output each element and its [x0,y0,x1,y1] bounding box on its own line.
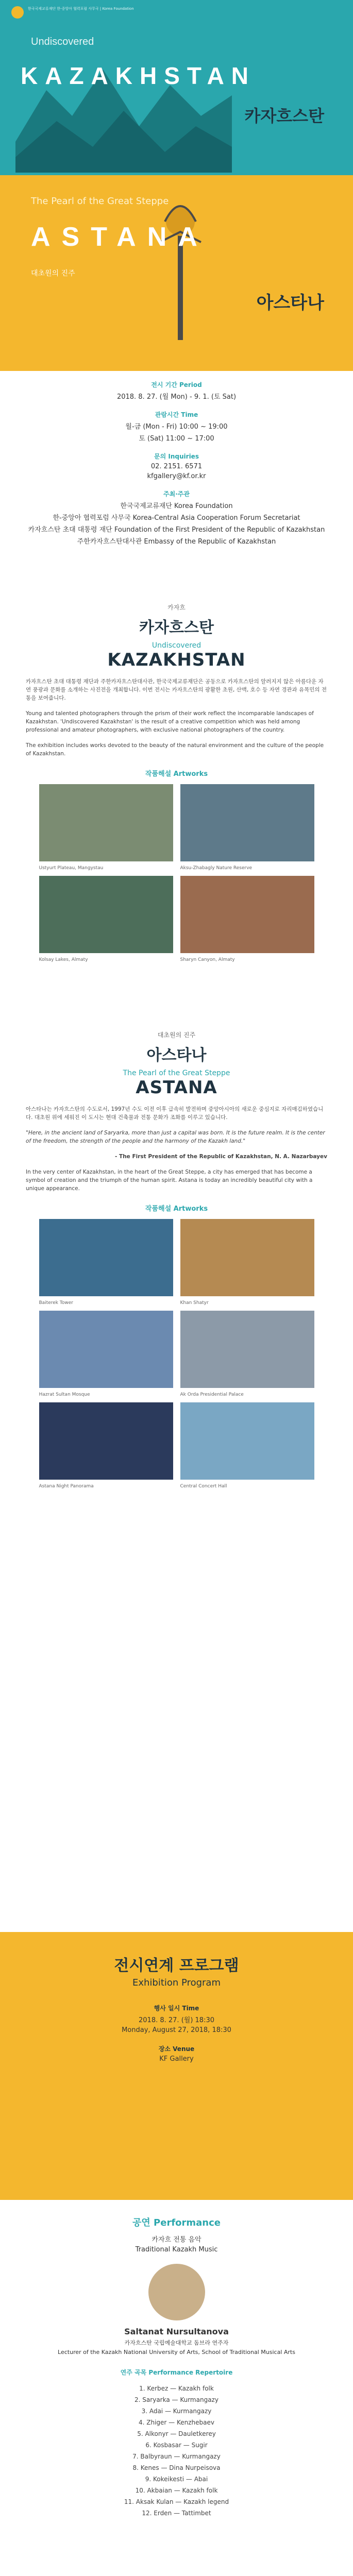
artwork-caption: Kolsay Lakes, Almaty [39,957,88,962]
program-date-value-2: Monday, August 27, 2018, 18:30 [122,2026,231,2034]
program-en-title: Exhibition Program [132,1977,221,1988]
astana-en-title: ASTANA [136,1077,217,1098]
hero-astana-kor: 아스타나 [256,293,324,313]
list-item: 6. Kosbasar — Sugir [145,2442,208,2449]
artwork-thumb[interactable] [180,784,314,871]
contact-block [0,452,353,480]
artwork-thumb[interactable] [180,876,314,962]
list-item: 10. Akbaian — Kazakh folk [135,2487,218,2494]
period-label: 전시 기간 Period [151,381,202,388]
artwork-thumb[interactable] [39,784,173,871]
artwork-caption: Hazrat Sultan Mosque [39,1392,90,1397]
kz-small: 카자흐 [167,604,186,611]
artwork-caption: Sharyn Canyon, Almaty [180,957,235,962]
mountains-illustration [15,28,232,173]
artwork-thumb[interactable] [180,1311,314,1397]
astana-quote: "Here, in the ancient land of Saryarka, more than just a capital was born. It is the future realm. It is the center of the freedom, the strength of the people and the harmony of the Kazakh land." [26,1130,325,1144]
artwork-caption: Central Concert Hall [180,1484,227,1489]
program-date-block [0,2004,353,2034]
list-item: 12. Erden — Tattimbet [142,2510,211,2517]
artwork-caption: Khan Shatyr [180,1300,209,1306]
host-line-3: 카자흐스탄 초대 대통령 재단 Foundation of the First President of the Republic of Kazakhstan [28,526,325,534]
list-item: 1. Kerbez — Kazakh folk [139,2385,214,2392]
program-place-value: KF Gallery [159,2055,194,2063]
kz-paragraph-1: 카자흐스탄 초대 대통령 재단과 주한카자흐스탄대사관, 한국국제교류재단은 공동으로 카자흐스탄의 알려지지 않은 아름다운 자연 풍광과 문화를 소개하는 사진전을 개최합니다. 이번 전시는 카자흐스탄의 광활한 초원, 산맥, 호수 등 자연 경관과 유목민의 전통을 보여줍니다. [26,679,327,701]
contact-label: 문의 Inquiries [154,453,199,460]
hero-kz-sub: Undiscovered [31,36,94,47]
program-date-value: 2018. 8. 27. (월) 18:30 [139,2016,214,2024]
hero-banner [0,0,353,371]
hero-astana-sub: The Pearl of the Great Steppe [31,196,169,207]
list-item: 4. Zhiger — Kenzhebaev [139,2419,214,2426]
astana-en-sub: The Pearl of the Great Steppe [123,1069,230,1077]
hours-block [0,410,353,443]
artwork-thumb[interactable] [39,1311,173,1397]
performer-photo [148,2264,205,2320]
astana-kor-title: 아스타나 [146,1046,207,1064]
kz-artwork-grid [0,784,353,962]
program-place-block [0,2044,353,2063]
hero-astana-kor-sub: 대초원의 진주 [31,269,75,278]
kz-artworks-label: 작품해설 Artworks [145,770,208,778]
list-item: 3. Adai — Kurmangazy [141,2408,212,2415]
host-line-2: 한-중앙아 협력포럼 사무국 Korea-Central Asia Cooperation Forum Secretariat [53,514,300,522]
host-line-4: 주한카자흐스탄대사관 Embassy of the Republic of Kazakhstan [77,538,276,546]
logo-icon [11,6,24,19]
astana-paragraph-1: 아스타나는 카자흐스탄의 수도로서, 1997년 수도 이전 이후 급속히 발전하며 중앙아시아의 새로운 중심지로 자리매김하였습니다. 대초원 위에 세워진 이 도시는 현대 건축물과 전통 문화가 조화를 이루고 있습니다. [26,1106,324,1121]
astana-section-head [0,1030,353,1098]
kz-en-sub: Undiscovered [152,641,201,650]
performance-section [0,2200,353,2576]
kz-kor-title: 카자흐스탄 [139,619,214,637]
kz-en-title: KAZAKHSTAN [107,650,246,670]
list-item: 9. Kokeikesti — Abai [145,2476,208,2483]
exhibition-info [0,371,353,587]
program-place-label: 장소 Venue [158,2045,195,2053]
astana-paragraph-2: In the very center of Kazakhstan, in the heart of the Great Steppe, a city has emerged that has become a symbol of creation and the triumph of the human spirit. Astana is today an incredibly beautiful city with a unique appearance. [26,1169,313,1192]
list-item: 5. Alkonyr — Dauletkerey [137,2430,216,2437]
artwork-caption: Baiterek Tower [39,1300,73,1306]
artwork-caption: Aksu-Zhabagly Nature Reserve [180,866,253,871]
host-block [0,489,353,546]
program-date-label: 행사 일시 Time [154,2005,199,2012]
performer-desc-2: Lecturer of the Kazakh National University of Arts, School of Traditional Musical Arts [58,2349,295,2355]
artwork-thumb[interactable] [39,1402,173,1489]
kz-paragraph-2: Young and talented photographers through the prism of their work reflect the incomparable landscapes of Kazakhstan. 'Undiscovered Kazakhstan' is the result of a creative competition which was held among professional and amateur photographers, with exclusive national photographers of the country. [26,710,314,733]
list-item: 11. Aksak Kulan — Kazakh legend [124,2498,229,2505]
contact-email[interactable]: kfgallery@kf.or.kr [147,472,206,480]
astana-small: 대초원의 진주 [157,1031,196,1039]
host-line-1: 한국국제교류재단 Korea Foundation [120,502,233,510]
period-value: 2018. 8. 27. (월 Mon) - 9. 1. (토 Sat) [116,393,237,401]
artwork-thumb[interactable] [39,876,173,962]
header-note: 한국국제교류재단 한-중앙아 협력포럼 사무국 | Korea Foundation [28,7,134,11]
performer-desc: 카자흐스탄 국립예술대학교 돔브라 연주자 [124,2340,229,2346]
hours-value: 월-금 (Mon - Fri) 10:00 ~ 19:00 [125,423,228,431]
exhibition-program-section [0,1932,353,2200]
artwork-thumb[interactable] [39,1219,173,1306]
kz-paragraph-3: The exhibition includes works devoted to the beauty of the natural environment and the culture of the people of Kazakhstan. [26,742,324,757]
performance-sub: 카자흐 전통 음악 [152,2236,201,2244]
list-item: 8. Kenes — Dina Nurpeisova [132,2464,221,2471]
artwork-caption: Ustyurt Plateau, Mangystau [39,866,104,871]
host-label: 주최·주관 [163,490,190,498]
program-kor-title: 전시연계 프로그램 [114,1957,239,1975]
list-item: 2. Saryarka — Kurmangazy [135,2396,218,2403]
repertoire-list [0,2383,353,2519]
list-item: 7. Balbyraun — Kurmangazy [132,2453,221,2460]
hours-label: 관람시간 Time [155,411,198,418]
hero-astana-title: ASTANA [31,222,209,252]
hero-kz-kor: 카자흐스탄 [244,106,324,126]
performer-name: Saltanat Nursultanova [124,2327,229,2336]
period-block [0,380,353,401]
artwork-caption: Ak Orda Presidential Palace [180,1392,244,1397]
performance-sub-en: Traditional Kazakh Music [135,2246,218,2253]
hero-kz-title: KAZAKHSTAN [21,62,256,89]
kazakhstan-section [0,587,353,1015]
astana-section [0,1015,353,1932]
performance-title: 공연 Performance [132,2217,221,2228]
artwork-thumb[interactable] [180,1219,314,1306]
baiterek-tower-icon [129,185,232,350]
astana-artworks-label: 작품해설 Artworks [145,1205,208,1213]
kz-section-head [0,603,353,670]
repertoire-label: 연주 곡목 Performance Repertoire [120,2369,233,2376]
hours-value-2: 토 (Sat) 11:00 ~ 17:00 [139,435,214,443]
contact-value: 02. 2151. 6571 [150,463,203,470]
artwork-caption: Astana Night Panorama [39,1484,94,1489]
astana-quote-author: - The First President of the Republic of Kazakhstan, N. A. Nazarbayev [115,1154,327,1160]
astana-artwork-grid [0,1219,353,1489]
artwork-thumb[interactable] [180,1402,314,1489]
